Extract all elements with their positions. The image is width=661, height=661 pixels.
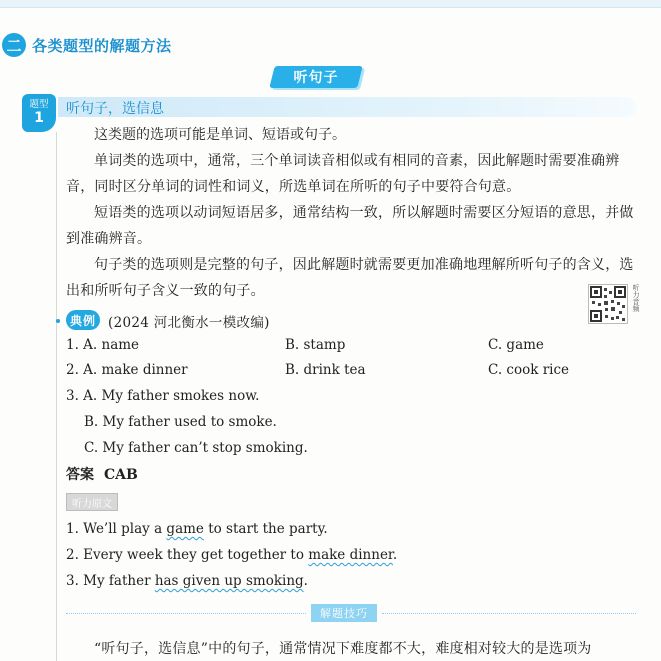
- section-number: 二: [2, 33, 26, 57]
- type-badge-label: 题型: [29, 99, 49, 110]
- script-text: 2. Every week they get together to: [66, 547, 309, 563]
- q2-option-c: C. cook rice: [488, 362, 570, 378]
- script-sentence-3: [66, 573, 308, 589]
- top-border: [0, 0, 661, 8]
- keyword-highlight: make dinner: [308, 547, 393, 563]
- q3-option-c: C. My father can’t stop smoking.: [84, 440, 308, 456]
- q2-option-b: B. drink tea: [285, 362, 366, 378]
- script-text: 3. My father: [66, 573, 155, 589]
- keyword-highlight: game: [166, 521, 204, 537]
- answer-label: 答案: [66, 467, 94, 483]
- paragraph-intro: 这类题的选项可能是单词、短语或句子。: [94, 127, 346, 143]
- example-badge: 典例: [66, 310, 100, 330]
- qr-code-icon[interactable]: [588, 284, 628, 324]
- type-title: 听句子，选信息: [66, 101, 164, 117]
- type-badge: [22, 94, 56, 132]
- script-text: 1. We’ll play a: [66, 521, 167, 537]
- answer-line: [66, 464, 138, 484]
- section-title: 各类题型的解题方法: [32, 36, 172, 55]
- script-sentence-2: [66, 547, 397, 563]
- script-text: to start the party.: [203, 521, 328, 537]
- script-sentence-1: [66, 521, 328, 537]
- example-source: (2024 河北衡水一模改编): [108, 315, 270, 331]
- section-header: [0, 32, 172, 58]
- q1-option-c: C. game: [488, 337, 544, 353]
- script-text: .: [303, 573, 308, 589]
- paragraph-phrase-options: 短语类的选项以动词短语居多，通常结构一致，所以解题时需要区分短语的意思，并做到准确辨音。: [66, 205, 634, 247]
- keyword-highlight: has given up smoking: [154, 573, 304, 589]
- example-marker: [56, 319, 60, 323]
- script-tag: 听力原文: [66, 493, 118, 511]
- topic-banner: 听句子: [293, 70, 339, 86]
- q1-option-a: 1. A. name: [66, 337, 140, 353]
- tips-line-right: [382, 613, 636, 614]
- qr-caption: 听力音频: [632, 284, 640, 312]
- tips-line-left: [66, 613, 306, 614]
- q3-option-a: 3. A. My father smokes now.: [66, 388, 260, 404]
- paragraph-sentence-options: 句子类的选项则是完整的句子，因此解题时就需要更加准确地理解所听句子的含义，选出和所听句子含义一致的句子。: [66, 257, 634, 299]
- q3-option-b: B. My father used to smoke.: [84, 414, 277, 430]
- type-badge-number: 1: [34, 110, 44, 126]
- q1-option-b: B. stamp: [285, 337, 346, 353]
- margin-rule: [56, 132, 57, 661]
- tips-divider: [66, 602, 636, 624]
- answer-value: CAB: [104, 467, 138, 483]
- paragraph-word-options: 单词类的选项中，通常，三个单词读音相似或有相同的音素，因此解题时需要准确辨音，同时区分单词的词性和词义，所选单词在所听的句子中要符合句意。: [66, 153, 620, 195]
- q2-option-a: 2. A. make dinner: [66, 362, 188, 378]
- script-text: .: [392, 547, 398, 563]
- tips-paragraph: “听句子，选信息”中的句子，通常情况下难度都不大，难度相对较大的是选项为: [94, 641, 592, 657]
- tips-badge: 解题技巧: [311, 604, 377, 622]
